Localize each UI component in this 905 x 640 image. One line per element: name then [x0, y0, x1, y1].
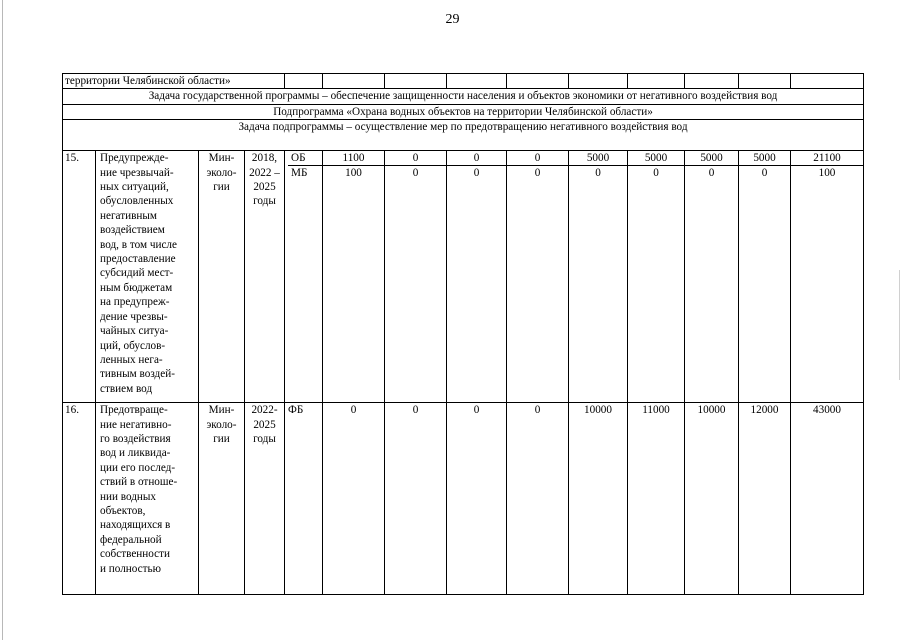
value-cell: 0 — [385, 403, 447, 595]
page-number: 29 — [445, 12, 460, 27]
value-cell: 0 0 — [447, 151, 507, 403]
value-cell: 5000 0 — [569, 151, 628, 403]
subprogram-text: Подпрограмма «Охрана водных объектов на территории Челябинской области» — [63, 104, 864, 119]
value-cell: 0 — [323, 403, 385, 595]
value-cell: 12000 — [739, 403, 791, 595]
budget-table — [62, 73, 864, 595]
period: 2018, 2022 – 2025 годы — [245, 151, 285, 403]
value-cell: 5000 0 — [628, 151, 685, 403]
measure-name: Предотвраще- ние негативно- го воздействия вод и ликвида- ции его послед- ствий в отноше- нии водных объектов, находящихся в федеральной собственности и полностью — [96, 403, 199, 595]
table-row — [63, 403, 864, 595]
funding-source: ФБ — [285, 403, 323, 595]
subprogram-row — [63, 104, 864, 119]
value-cell: 1100 100 — [323, 151, 385, 403]
executor: Мин- эколо- гии — [199, 403, 245, 595]
subprogram-task-text: Задача подпрограммы – осуществление мер по предотвращению негативного воздействия вод — [63, 120, 864, 151]
continuation-row — [63, 74, 864, 89]
scan-mark — [899, 270, 900, 380]
value-cell: 5000 0 — [685, 151, 739, 403]
value-cell: 0 0 — [507, 151, 569, 403]
total-cell: 43000 — [791, 403, 864, 595]
row-number: 15. — [63, 151, 96, 403]
measure-name: Предупрежде- ние чрезвычай- ных ситуаций, обусловленных негативным воздействием вод, в том числе предоставление субсидий мест- ным бюджетам на предупреж- дение чрезвы- чайных ситуа- ций, обуслов- ленных нега- тивным воздей- ствием вод — [96, 151, 199, 403]
value-cell: 10000 — [685, 403, 739, 595]
subprogram-task-row — [63, 120, 864, 151]
continuation-text: территории Челябинской области» — [63, 74, 285, 89]
value-cell: 10000 — [569, 403, 628, 595]
executor: Мин- эколо- гии — [199, 151, 245, 403]
table-row — [63, 151, 864, 403]
page-edge-shadow — [2, 0, 3, 640]
value-cell: 11000 — [628, 403, 685, 595]
funding-source: ОБ МБ — [285, 151, 323, 403]
state-task-text: Задача государственной программы – обеспечение защищенности населения и объектов экономики от негативного воздействия вод — [63, 89, 864, 104]
value-cell: 0 — [447, 403, 507, 595]
value-cell: 5000 0 — [739, 151, 791, 403]
state-task-row — [63, 89, 864, 104]
value-cell: 0 0 — [385, 151, 447, 403]
row-number: 16. — [63, 403, 96, 595]
period: 2022- 2025 годы — [245, 403, 285, 595]
value-cell: 0 — [507, 403, 569, 595]
total-cell: 21100 100 — [791, 151, 864, 403]
